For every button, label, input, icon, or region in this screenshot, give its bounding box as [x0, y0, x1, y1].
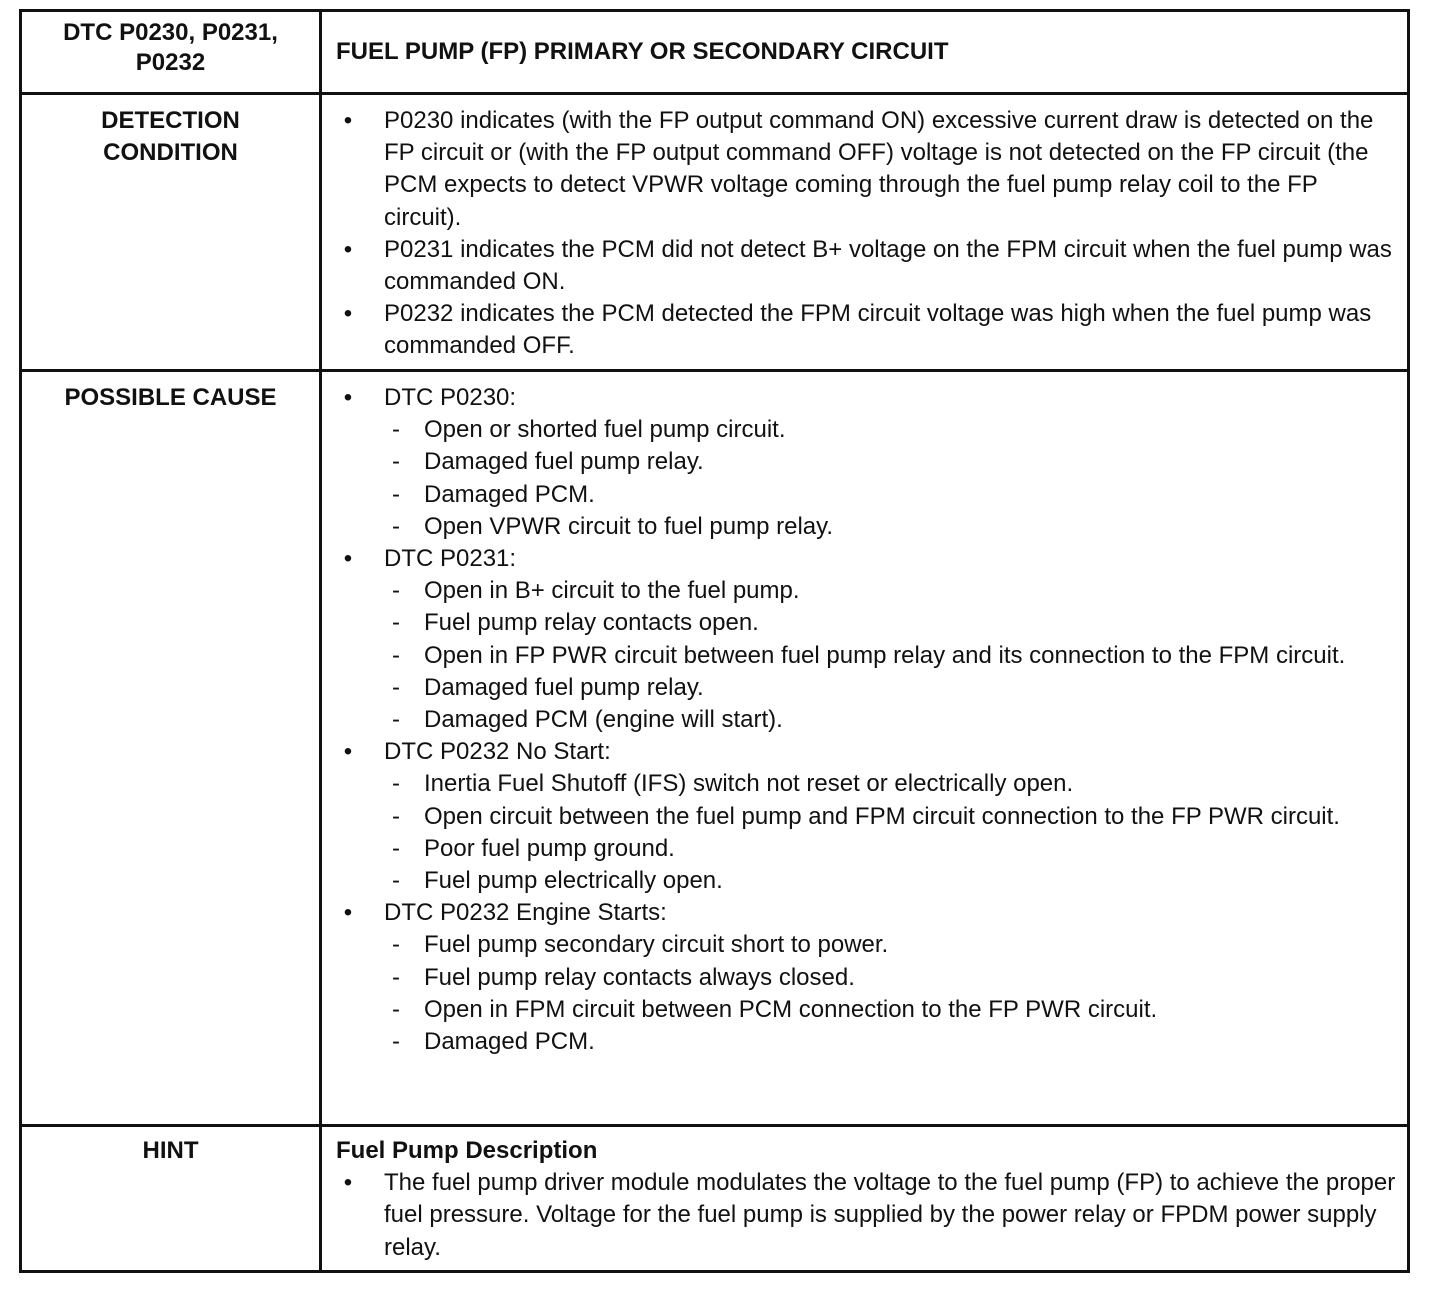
detection-item: • P0232 indicates the PCM detected the FPM circuit voltage was high when the fuel pump was commanded OFF. [332, 298, 1397, 362]
dash-icon: - [392, 641, 400, 669]
list-item: - Damaged fuel pump relay. [392, 672, 1397, 704]
detection-list [332, 105, 1397, 363]
list-item: - Fuel pump secondary circuit short to power. [392, 929, 1397, 961]
dash-icon: - [392, 931, 400, 959]
dash-icon: - [392, 416, 400, 444]
list-item: - Open VPWR circuit to fuel pump relay. [392, 511, 1397, 543]
cause-group-title: DTC P0230: [384, 384, 517, 411]
dtc-table [19, 9, 1410, 1273]
cause-subgroup [332, 929, 1397, 1058]
cause-group [332, 897, 1397, 929]
cause-content [322, 372, 1407, 1124]
detection-item: • P0230 indicates (with the FP output command ON) excessive current draw is detected on the FP circuit or (with the FP output command OFF) voltage is not detected on the FP circuit (the PCM expects to detect VPWR voltage coming through the fuel pump relay coil to the FP circuit). [332, 105, 1397, 234]
list-item: - Open or shorted fuel pump circuit. [392, 414, 1397, 446]
cause-sublist [392, 575, 1397, 736]
hint-list [332, 1167, 1397, 1264]
list-item: - Fuel pump relay contacts always closed. [392, 962, 1397, 994]
list-item: - Damaged PCM (engine will start). [392, 704, 1397, 736]
dash-icon: - [392, 963, 400, 991]
cause-group [332, 382, 1397, 414]
cause-label: POSSIBLE CAUSE [22, 372, 322, 1124]
list-item: - Damaged PCM. [392, 1026, 1397, 1058]
cause-group-title: DTC P0232 No Start: [384, 738, 611, 766]
dash-icon: - [392, 480, 400, 508]
hint-label: HINT [22, 1127, 322, 1270]
bullet-icon: • [343, 384, 353, 411]
cause-group-title: DTC P0232 Engine Starts: [384, 899, 667, 927]
cause-sublist [392, 414, 1397, 543]
dash-icon: - [392, 1028, 400, 1056]
dash-icon: - [392, 673, 400, 701]
dash-icon: - [392, 834, 400, 862]
bullet-icon: • [343, 235, 353, 263]
dash-icon: - [392, 512, 400, 540]
cause-subgroup [332, 768, 1397, 897]
list-item: - Fuel pump relay contacts open. [392, 607, 1397, 639]
cause-list [332, 382, 1397, 1058]
detection-row [22, 92, 1407, 369]
list-item: - Poor fuel pump ground. [392, 833, 1397, 865]
detection-item: • P0231 indicates the PCM did not detect B+ voltage on the FPM circuit when the fuel pump was commanded ON. [332, 234, 1397, 298]
list-item: - Open in B+ circuit to the fuel pump. [392, 575, 1397, 607]
dash-icon: - [392, 609, 400, 637]
cause-subgroup [332, 414, 1397, 543]
dash-icon: - [392, 577, 400, 605]
hint-content [322, 1127, 1407, 1270]
bullet-icon: • [343, 899, 353, 927]
hint-heading: Fuel Pump Description [336, 1137, 598, 1164]
bullet-icon: • [343, 1169, 353, 1197]
dash-icon: - [392, 770, 400, 798]
cause-sublist [392, 929, 1397, 1058]
bullet-icon: • [343, 738, 353, 766]
hint-row [22, 1124, 1407, 1270]
hint-item: • The fuel pump driver module modulates the voltage to the fuel pump (FP) to achieve the proper fuel pressure. Voltage for the fuel pump is supplied by the power relay or FPDM power supply relay. [332, 1167, 1397, 1264]
detection-label: DETECTION CONDITION [22, 95, 322, 369]
dash-icon: - [392, 448, 400, 476]
dash-icon: - [392, 867, 400, 895]
list-item: - Open in FP PWR circuit between fuel pump relay and its connection to the FPM circuit. [392, 640, 1397, 672]
dash-icon: - [392, 995, 400, 1023]
list-item: - Open circuit between the fuel pump and FPM circuit connection to the FP PWR circuit. [392, 801, 1397, 833]
bullet-icon: • [343, 300, 353, 328]
dtc-codes: DTC P0230, P0231, P0232 [22, 12, 322, 92]
dash-icon: - [392, 706, 400, 734]
cause-group-title: DTC P0231: [384, 545, 517, 573]
cause-sublist [392, 768, 1397, 897]
cause-subgroup [332, 575, 1397, 736]
list-item: - Fuel pump electrically open. [392, 865, 1397, 897]
list-item: - Damaged fuel pump relay. [392, 446, 1397, 478]
cause-group [332, 736, 1397, 768]
list-item: - Open in FPM circuit between PCM connection to the FP PWR circuit. [392, 994, 1397, 1026]
cause-row [22, 369, 1407, 1124]
bullet-icon: • [343, 107, 353, 134]
bullet-icon: • [343, 545, 353, 573]
header-row [22, 12, 1407, 92]
dash-icon: - [392, 802, 400, 830]
list-item: - Damaged PCM. [392, 479, 1397, 511]
table-title: FUEL PUMP (FP) PRIMARY OR SECONDARY CIRCUIT [336, 37, 949, 65]
cause-group [332, 543, 1397, 575]
list-item: - Inertia Fuel Shutoff (IFS) switch not reset or electrically open. [392, 768, 1397, 800]
detection-content [322, 95, 1407, 369]
